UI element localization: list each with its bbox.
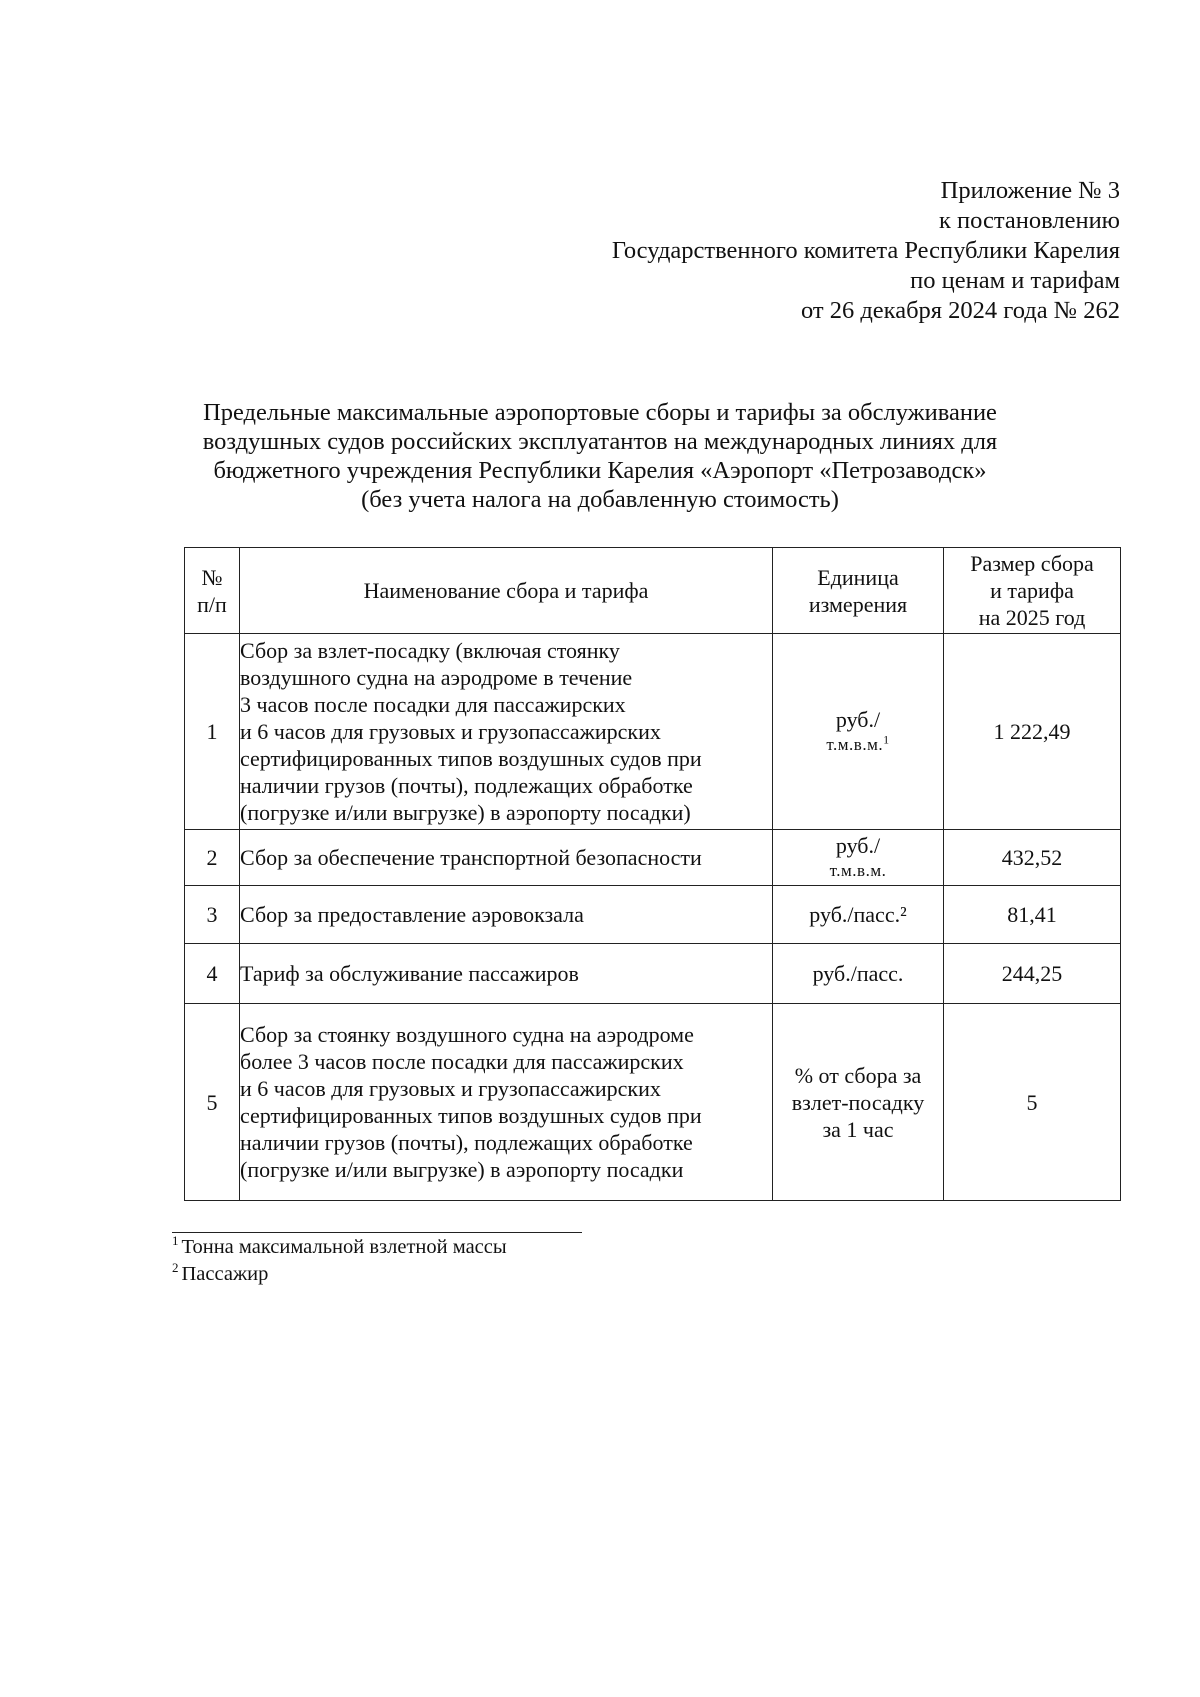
- footnote-mark: 2: [172, 1260, 179, 1276]
- row-number: 3: [185, 886, 240, 944]
- row-name-line: сертифицированных типов воздушных судов при: [240, 1103, 702, 1128]
- appendix-date-number: от 26 декабря 2024 года № 262: [800, 297, 1120, 324]
- footnote-ref: 1: [883, 731, 890, 746]
- row-rate: 5: [944, 1004, 1121, 1201]
- appendix-issuer: Государственного комитета Республики Карелия: [611, 237, 1120, 264]
- header-number: [185, 548, 240, 634]
- row-number: 5: [185, 1004, 240, 1201]
- row-name: [240, 944, 773, 1004]
- header-name: Наименование сбора и тарифа: [240, 548, 773, 634]
- table-row: [185, 634, 1121, 830]
- row-rate: 1 222,49: [944, 634, 1121, 830]
- row-name-line: 3 часов после посадки для пассажирских: [240, 692, 626, 717]
- row-unit-line: % от сбора за: [794, 1062, 922, 1088]
- row-name-line: Сбор за предоставление аэровокзала: [240, 902, 584, 927]
- title-line: воздушных судов российских эксплуатантов на международных линиях для: [202, 428, 998, 455]
- row-unit: руб./пасс.²: [773, 886, 944, 944]
- row-unit: [773, 634, 944, 830]
- header-unit-line: измерения: [808, 591, 908, 617]
- header-number-sign: №: [201, 564, 223, 590]
- table-row: [185, 944, 1121, 1004]
- row-rate: 432,52: [944, 830, 1121, 886]
- row-number: 1: [185, 634, 240, 830]
- header-rate-line: Размер сбора: [970, 551, 1094, 576]
- row-name-line: Сбор за обеспечение транспортной безопасности: [240, 845, 702, 870]
- appendix-header: [612, 176, 1120, 326]
- row-unit-top: руб./: [835, 706, 881, 732]
- row-name-line: Сбор за стоянку воздушного судна на аэродроме: [240, 1022, 694, 1047]
- header-rate: [944, 548, 1121, 634]
- row-name: [240, 886, 773, 944]
- row-name-line: и 6 часов для грузовых и грузопассажирских: [240, 1076, 661, 1101]
- row-name-line: Сбор за взлет-посадку (включая стоянку: [240, 638, 620, 663]
- row-unit: [773, 830, 944, 886]
- footnote-text: Тонна максимальной взлетной массы: [181, 1236, 507, 1258]
- document-title: [150, 398, 1050, 514]
- row-name-line: (погрузке и/или выгрузке) в аэропорту посадки: [240, 1157, 684, 1182]
- footnote-mark: 1: [172, 1233, 179, 1249]
- header-unit: [773, 548, 944, 634]
- title-line: Предельные максимальные аэропортовые сборы и тарифы за обслуживание: [203, 399, 997, 426]
- table-header-row: [185, 548, 1121, 634]
- row-name-line: наличии грузов (почты), подлежащих обработке: [240, 1130, 693, 1155]
- row-rate: 81,41: [944, 886, 1121, 944]
- header-number-abbr: п/п: [197, 591, 227, 617]
- row-name-line: Тариф за обслуживание пассажиров: [240, 961, 579, 986]
- unit-abbr: т.м.в.м.: [826, 734, 884, 754]
- header-unit-line: Единица: [817, 564, 899, 590]
- row-number: 4: [185, 944, 240, 1004]
- title-line: бюджетного учреждения Республики Карелия «Аэропорт «Петрозаводск»: [213, 457, 987, 484]
- header-rate-line: на 2025 год: [978, 605, 1086, 630]
- row-name: [240, 830, 773, 886]
- row-unit: [773, 1004, 944, 1201]
- row-name: [240, 1004, 773, 1201]
- table-row: [185, 1004, 1121, 1201]
- row-unit: руб./пасс.: [773, 944, 944, 1004]
- table-row: [185, 830, 1121, 886]
- row-name-line: сертифицированных типов воздушных судов при: [240, 746, 702, 771]
- row-unit-top: руб./: [835, 832, 881, 858]
- row-unit-line: взлет-посадку: [791, 1089, 925, 1115]
- appendix-issuer-scope: по ценам и тарифам: [910, 267, 1120, 294]
- row-name-line: воздушного судна на аэродроме в течение: [240, 665, 633, 690]
- table-row: [185, 886, 1121, 944]
- header-rate-line: и тарифа: [990, 578, 1074, 603]
- row-name-line: и 6 часов для грузовых и грузопассажирских: [240, 719, 661, 744]
- row-name-line: более 3 часов после посадки для пассажирских: [240, 1049, 684, 1074]
- footnote: [172, 1234, 507, 1261]
- appendix-ref-line: к постановлению: [939, 207, 1120, 234]
- appendix-number: Приложение № 3: [940, 177, 1120, 204]
- title-line: (без учета налога на добавленную стоимость): [361, 486, 839, 513]
- row-name-line: наличии грузов (почты), подлежащих обработке: [240, 773, 693, 798]
- row-unit-bottom: [773, 733, 943, 757]
- row-number: 2: [185, 830, 240, 886]
- tariff-table: [184, 547, 1121, 1201]
- row-name: [240, 634, 773, 830]
- footnote-text: Пассажир: [181, 1263, 269, 1285]
- footnote-separator: [172, 1232, 582, 1233]
- footnote: [172, 1261, 507, 1288]
- row-unit-bottom: т.м.в.м.: [829, 860, 887, 880]
- footnotes: [172, 1234, 507, 1288]
- row-unit-line: за 1 час: [822, 1116, 894, 1142]
- row-rate: 244,25: [944, 944, 1121, 1004]
- row-name-line: (погрузке и/или выгрузке) в аэропорту посадки): [240, 800, 691, 825]
